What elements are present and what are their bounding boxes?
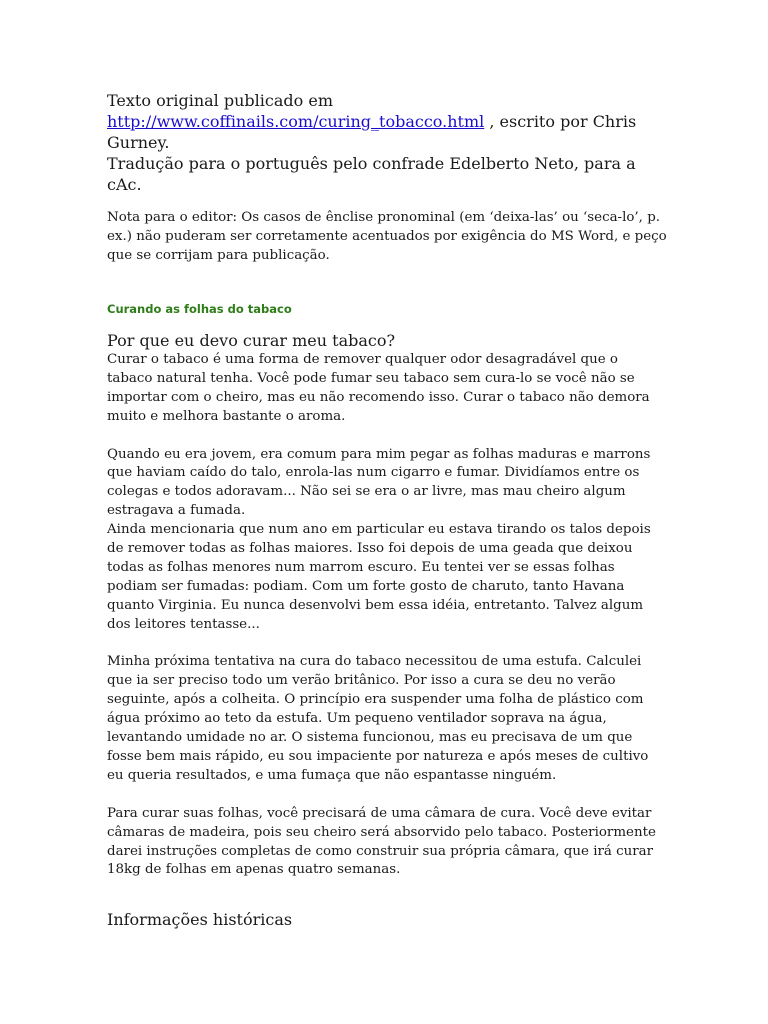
paragraph-5: Para curar suas folhas, você precisará de uma câmara de cura. Você deve evitar câmaras de madeira, pois seu cheiro será absorvido pelo tabaco. Posteriormente darei instruções completas de como construir sua própria câmara, que irá curar 18kg de folhas em apenas quatro semanas. (107, 805, 656, 878)
section-heading: Curando as folhas do tabaco (107, 302, 292, 316)
paragraph-3: Ainda mencionaria que num ano em particular eu estava tirando os talos depois de remover todas as folhas maiores. Isso foi depois de uma geada que deixou todas as folhas menores num marrom escuro. Eu tentei ver se essas folhas podiam ser fumadas: podiam. Com um forte gosto de charuto, tanto Havana quanto Virginia. Eu nunca desenvolvi bem essa idéia, entretanto. Talvez algum dos leitores tentasse... (107, 522, 651, 632)
intro-author: , escrito por Chris Gurney. (107, 112, 637, 152)
intro-line-1: Texto original publicado em (107, 91, 333, 110)
paragraph-2: Quando eu era jovem, era comum para mim pegar as folhas maduras e marrons que haviam caído do talo, enrola-las num cigarro e fumar. Dividíamos entre os colegas e todos adoravam... Não sei se era o ar livre, mas mau cheiro algum estragava a fumada. (107, 446, 651, 519)
intro-block (107, 90, 667, 195)
intro-line-2 (107, 111, 667, 153)
intro-line-3: Tradução para o português pelo confrade Edelberto Neto, para a cAc. (107, 154, 636, 194)
paragraph-4: Minha próxima tentativa na cura do tabaco necessitou de uma estufa. Calculei que ia ser preciso todo um verão britânico. Por isso a cura se deu no verão seguinte, após a colheita. O princípio era suspender uma folha de plástico com água próximo ao teto da estufa. Um pequeno ventilador soprava na água, levantando umidade no ar. O sistema funcionou, mas eu precisava de um que fosse bem mais rápido, eu sou impaciente por natureza e após meses de cultivo eu queria resultados, e uma fumaça que não espantasse ninguém. (107, 654, 649, 783)
question-heading: Por que eu devo curar meu tabaco? (107, 331, 396, 350)
paragraph-1: Curar o tabaco é uma forma de remover qualquer odor desagradável que o tabaco natural tenha. Você pode fumar seu tabaco sem cura-lo se você não se importar com o cheiro, mas eu não recomendo isso. Curar o tabaco não demora muito e melhora bastante o aroma. (107, 352, 650, 424)
history-heading: Informações históricas (107, 910, 293, 930)
editor-note: Nota para o editor: Os casos de ênclise pronominal (em ‘deixa-las’ ou ‘seca-lo’, p. ex.) não puderam ser corretamente acentuados por exigência do MS Word, e peço que se corrijam para publicação. (107, 210, 667, 263)
document-page (107, 90, 667, 930)
source-link[interactable]: http://www.coffinails.com/curing_tobacco.html (107, 112, 485, 131)
